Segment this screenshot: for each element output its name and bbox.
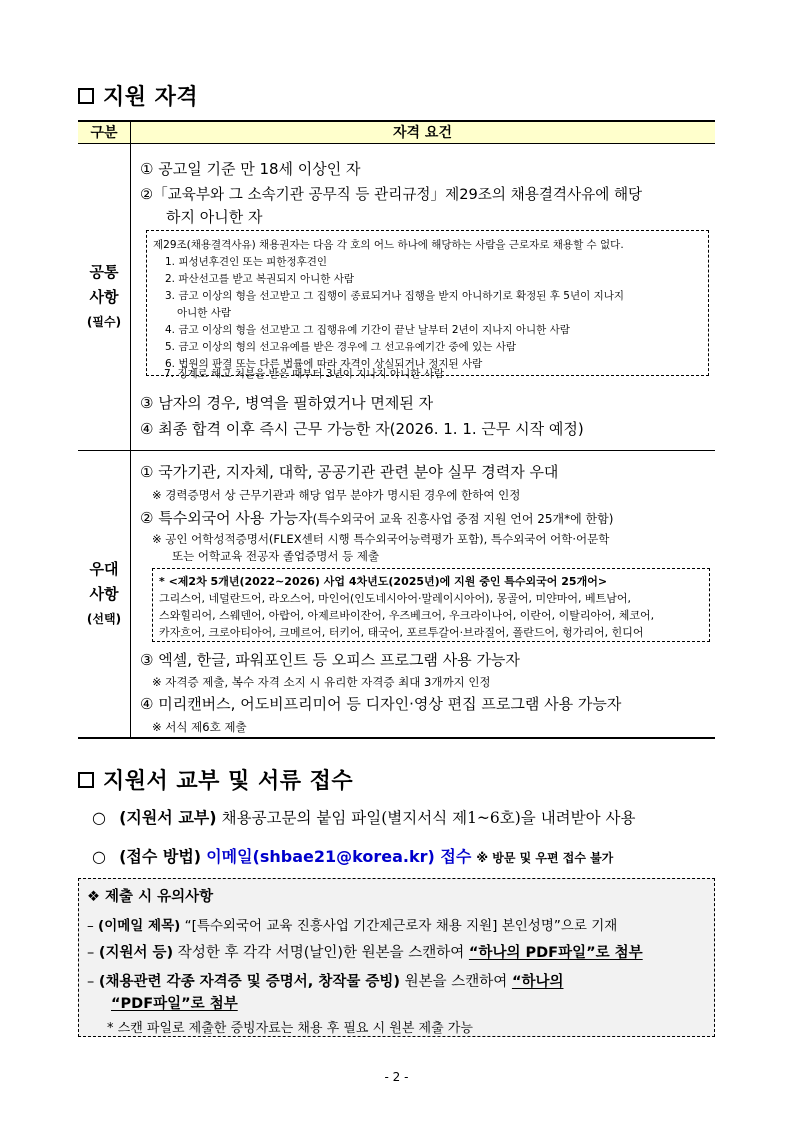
box-item: 5. 금고 이상의 형의 선고유예를 받은 경우에 그 선고유예기간 중에 있는 사람: [165, 341, 517, 353]
notice-text: “[특수외국어 교육 진흥사업 기간제근로자 채용 지원] 본인성명”으로 기재: [180, 918, 618, 934]
page-number: - 2 -: [384, 1070, 409, 1084]
preferred-item-4-note: ※ 서식 제6호 제출: [152, 720, 247, 734]
preferred-item-4: ④ 미리캔버스, 어도비프리미어 등 디자인·영상 편집 프로그램 사용 가능자: [140, 695, 622, 713]
section-title-application: [78, 764, 353, 795]
bullet-text: 채용공고문의 붙임 파일(별지서식 제1~6호)을 내려받아 사용: [221, 809, 636, 827]
box-item: 6. 법원의 판결 또는 다른 법률에 따라 자격이 상실되거나 정지된 사람: [165, 358, 483, 370]
label-line: 우대: [89, 559, 119, 578]
preferred-item-1-note: ※ 경력증명서 상 근무기관과 해당 업무 분야가 명시된 경우에 한하여 인정: [152, 488, 521, 502]
submission-notice-box: [78, 878, 715, 1037]
languages-line: 카자흐어, 크로아티아어, 크메르어, 터키어, 태국어, 포르투갈어·브라질어, 폴란드어, 헝가리어, 힌디어: [159, 626, 644, 639]
languages-line: 그리스어, 네덜란드어, 라오스어, 마인어(인도네시아어·말레이시아어), 몽골어, 미얀마어, 베트남어,: [159, 592, 631, 605]
languages-title: * <제2차 5개년(2022~2026) 사업 4차년도(2025년)에 지원 중인 특수외국어 25개어>: [159, 575, 608, 588]
bullet-note: ※ 방문 및 우편 접수 불가: [476, 851, 614, 865]
languages-box: [152, 568, 710, 642]
common-item-1: ① 공고일 기준 만 18세 이상인 자: [140, 160, 361, 178]
notice-line-email-subject: [87, 914, 617, 934]
section-title-text: 지원서 교부 및 서류 접수: [103, 769, 354, 794]
label-sub: (선택): [86, 611, 122, 626]
notice-title: ❖ 제출 시 유의사항: [87, 889, 214, 905]
notice-head: (채용관련 각종 자격증 및 증명서, 창작물 증빙): [98, 974, 401, 990]
preferred-item-2-note-cont: 또는 어학교육 전공자 졸업증명서 등 제출: [172, 549, 380, 563]
box-item: 2. 파산선고를 받고 복권되지 아니한 사람: [165, 273, 354, 285]
dash-bullet: –: [87, 945, 99, 961]
box-item: 1. 피성년후견인 또는 피한정후견인: [165, 256, 328, 268]
dash-bullet: –: [87, 918, 99, 934]
preferred-item-1: ① 국가기관, 지자체, 대학, 공공기관 관련 분야 실무 경력자 우대: [140, 463, 559, 481]
row-label-preferred: [78, 451, 131, 737]
circle-bullet-icon: ○: [92, 847, 106, 866]
label-sub: (필수): [86, 314, 122, 329]
languages-line: 스와힐리어, 스웨덴어, 아랍어, 아제르바이잔어, 우즈베크어, 우크라이나어, 이란어, 이탈리아어, 체코어,: [159, 609, 655, 622]
notice-head: (지원서 등): [98, 945, 174, 961]
common-item-4: ④ 최종 합격 이후 즉시 근무 가능한 자(2026. 1. 1. 근무 시작 예정): [140, 420, 584, 438]
item-small: (특수외국어 교육 진흥사업 중점 지원 언어 25개*에 한함): [312, 512, 614, 526]
section-title-qualification: [78, 80, 198, 111]
common-item-2-cont: 하지 아니한 자: [166, 208, 263, 226]
box-item: 7. 징계로 해고 처분을 받은 때부터 3년이 지나지 아니한 사람: [164, 368, 445, 380]
common-item-2: ②「교육부와 그 소속기관 공무직 등 관리규정」제29조의 채용결격사유에 해당: [140, 186, 643, 203]
preferred-item-3: ③ 엑셀, 한글, 파워포인트 등 오피스 프로그램 사용 가능자: [140, 651, 520, 669]
table-row-common: [78, 144, 715, 451]
notice-text: 작성한 후 각각 서명(날인)한 원본을 스캔하여: [173, 945, 469, 961]
disqualification-box: [146, 230, 709, 376]
box-item: 4. 금고 이상의 형을 선고받고 그 집행유예 기간이 끝난 날부터 2년이 지나지 아니한 사람: [165, 324, 570, 336]
section-title-text: 지원 자격: [103, 85, 199, 110]
label-line: 공통: [89, 262, 119, 281]
bullet-head: (지원서 교부): [119, 808, 217, 827]
notice-emphasis: “하나의 PDF파일”로 첨부: [468, 945, 643, 961]
notice-emphasis: “하나의: [511, 974, 564, 990]
notice-text: 원본을 스캔하여: [400, 974, 512, 990]
row-label-common: [78, 144, 131, 450]
email-link[interactable]: 이메일(shbae21@korea.kr) 접수: [206, 847, 472, 866]
bullet-submission-method: [92, 844, 613, 867]
checkbox-square-icon: [78, 772, 94, 788]
item-text: ② 특수외국어 사용 가능자: [140, 509, 313, 527]
circle-bullet-icon: ○: [92, 808, 106, 827]
header-category: 구분: [78, 122, 131, 144]
notice-head: (이메일 제목): [98, 918, 181, 934]
notice-emphasis: “PDF파일”로 첨부: [111, 996, 238, 1012]
table-header: [78, 120, 715, 144]
label-line: 사항: [89, 584, 119, 603]
bullet-head: (접수 방법): [119, 847, 202, 866]
bullet-form-distribution: [92, 805, 635, 828]
label-line: 사항: [89, 287, 119, 306]
qualification-table: [78, 120, 715, 739]
notice-footnote: * 스캔 파일로 제출한 증빙자료는 채용 후 필요 시 원본 제출 가능: [107, 1021, 473, 1036]
notice-line-certificates-cont: [111, 992, 238, 1013]
notice-line-certificates: [87, 970, 564, 991]
box-item: 3. 금고 이상의 형을 선고받고 그 집행이 종료되거나 집행을 받지 아니하기로 확정된 후 5년이 지나지: [165, 290, 625, 302]
preferred-item-2-note: ※ 공인 어학성적증명서(FLEX센터 시행 특수외국어능력평가 포함), 특수외국어 어학·어문학: [152, 532, 610, 546]
table-row-preferred: [78, 451, 715, 739]
preferred-item-2: [140, 507, 613, 528]
preferred-item-3-note: ※ 자격증 제출, 복수 자격 소지 시 유리한 자격증 최대 3개까지 인정: [152, 675, 491, 689]
common-item-3: ③ 남자의 경우, 병역을 필하였거나 면제된 자: [140, 394, 434, 412]
header-requirements: 자격 요건: [393, 125, 452, 141]
notice-line-forms: [87, 941, 643, 962]
box-intro: 제29조(채용결격사유) 채용권자는 다음 각 호의 어느 하나에 해당하는 사람을 근로자로 채용할 수 없다.: [153, 239, 624, 251]
dash-bullet: –: [87, 974, 99, 990]
box-item: 아니한 사람: [177, 307, 232, 319]
checkbox-square-icon: [78, 88, 94, 104]
